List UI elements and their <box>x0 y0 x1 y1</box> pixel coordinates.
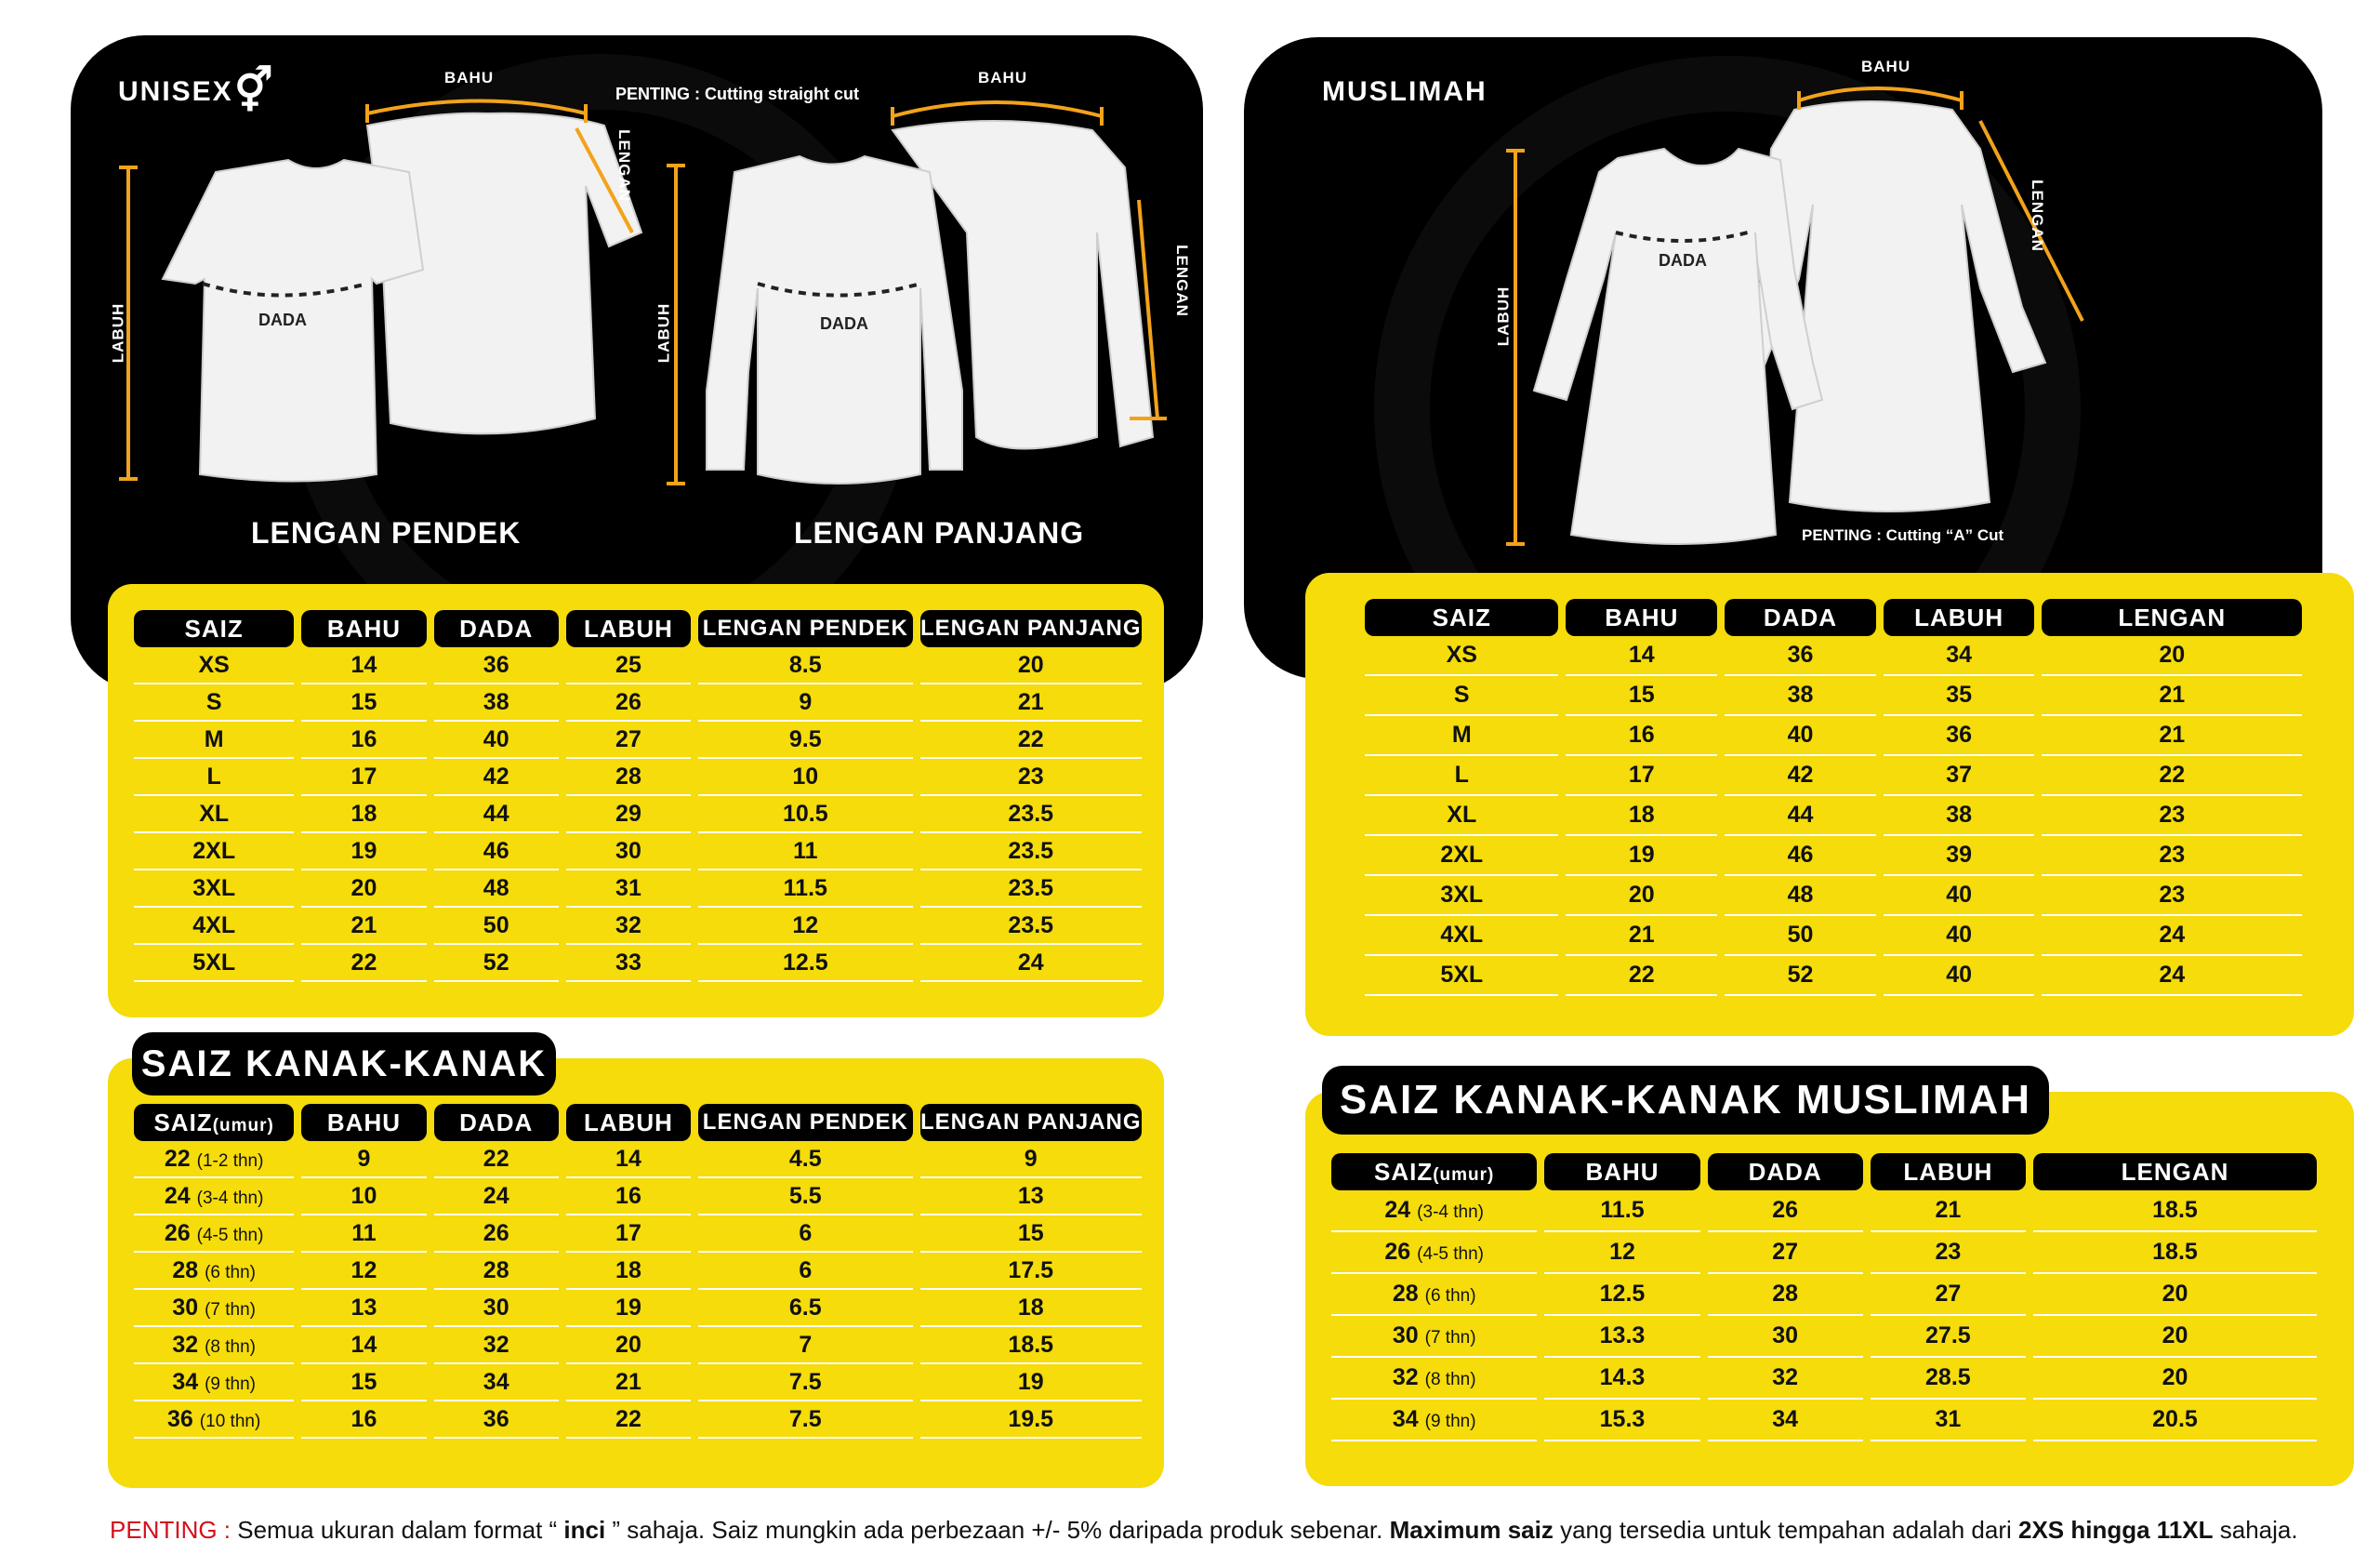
size-value: 24 <box>164 1182 191 1209</box>
header-dada: DADA <box>1725 599 1876 636</box>
value-cell: 39 <box>1884 836 2035 876</box>
short-sleeve-caption: LENGAN PENDEK <box>251 516 522 550</box>
value-cell: 9 <box>920 1141 1142 1178</box>
value-cell: 17 <box>301 759 426 796</box>
value-cell: 24 <box>2042 916 2302 956</box>
age-value: (7 thn) <box>205 1299 256 1320</box>
value-cell: 42 <box>1725 756 1876 796</box>
size-age-cell <box>134 1364 294 1401</box>
value-cell: 23.5 <box>920 796 1142 833</box>
age-value: (8 thn) <box>205 1336 256 1357</box>
value-cell: 6 <box>698 1253 912 1290</box>
size-age-cell <box>1331 1358 1537 1400</box>
value-cell: 8.5 <box>698 647 912 684</box>
value-cell: 28 <box>1708 1274 1863 1316</box>
value-cell: 26 <box>1708 1190 1863 1232</box>
value-cell: 23 <box>2042 836 2302 876</box>
value-cell: 12 <box>698 908 912 945</box>
age-value: (9 thn) <box>205 1374 256 1394</box>
table-row <box>1365 636 2302 676</box>
footer-max-saiz: Maximum saiz <box>1389 1516 1554 1544</box>
value-cell: 7.5 <box>698 1401 912 1439</box>
table-row <box>1331 1316 2317 1358</box>
value-cell: 12.5 <box>698 945 912 982</box>
value-cell: 21 <box>920 684 1142 722</box>
value-cell: 9 <box>698 684 912 722</box>
value-cell: 20.5 <box>2033 1400 2317 1441</box>
size-cell: 5XL <box>134 945 294 982</box>
header-lengan: LENGAN <box>2042 599 2302 636</box>
table-row <box>134 1178 1142 1215</box>
dress-front <box>1534 149 1822 544</box>
size-cell: XS <box>1365 636 1558 676</box>
labuh-label: LABUH <box>109 302 127 364</box>
value-cell: 35 <box>1884 676 2035 716</box>
value-cell: 12 <box>301 1253 426 1290</box>
table-row <box>134 1290 1142 1327</box>
value-cell: 40 <box>1725 716 1876 756</box>
value-cell: 30 <box>1708 1316 1863 1358</box>
value-cell: 7 <box>698 1327 912 1364</box>
table-row <box>1365 676 2302 716</box>
footer-inci: inci <box>557 1516 613 1544</box>
value-cell: 11.5 <box>1544 1190 1699 1232</box>
long-sleeve-caption: LENGAN PANJANG <box>794 516 1085 550</box>
value-cell: 24 <box>2042 956 2302 996</box>
value-cell: 25 <box>566 647 691 684</box>
a-cut-note: PENTING : Cutting “A” Cut <box>1802 526 2004 544</box>
value-cell: 48 <box>1725 876 1876 916</box>
bahu-label: BAHU <box>444 69 495 86</box>
header-dada: DADA <box>434 1104 559 1141</box>
header-saiz: SAIZ <box>1374 1157 1434 1186</box>
value-cell: 48 <box>434 870 559 908</box>
size-cell: 2XL <box>134 833 294 870</box>
value-cell: 14 <box>301 1327 426 1364</box>
table-header-row <box>1331 1153 2317 1190</box>
value-cell: 7.5 <box>698 1364 912 1401</box>
value-cell: 22 <box>434 1141 559 1178</box>
kids-section-title: SAIZ KANAK-KANAK <box>132 1032 556 1096</box>
header-lengan-panjang: LENGAN PANJANG <box>920 610 1142 647</box>
value-cell: 30 <box>566 833 691 870</box>
table-row <box>134 1327 1142 1364</box>
value-cell: 6 <box>698 1215 912 1253</box>
value-cell: 32 <box>1708 1358 1863 1400</box>
table-row <box>134 1364 1142 1401</box>
value-cell: 34 <box>1884 636 2035 676</box>
table-row <box>134 1401 1142 1439</box>
size-value: 24 <box>1384 1197 1411 1223</box>
muslimah-heading: MUSLIMAH <box>1322 76 1488 107</box>
age-value: (9 thn) <box>1424 1412 1476 1431</box>
size-age-cell <box>134 1327 294 1364</box>
value-cell: 30 <box>434 1290 559 1327</box>
value-cell: 20 <box>920 647 1142 684</box>
header-labuh: LABUH <box>566 1104 691 1141</box>
dada-label-2: DADA <box>820 314 868 333</box>
size-cell: 5XL <box>1365 956 1558 996</box>
value-cell: 19 <box>1566 836 1717 876</box>
age-value: (1-2 thn) <box>196 1150 264 1171</box>
value-cell: 5.5 <box>698 1178 912 1215</box>
header-saiz: SAIZ <box>134 610 294 647</box>
value-cell: 13.3 <box>1544 1316 1699 1358</box>
value-cell: 26 <box>566 684 691 722</box>
value-cell: 36 <box>1725 636 1876 676</box>
value-cell: 18.5 <box>2033 1190 2317 1232</box>
size-age-cell <box>134 1290 294 1327</box>
footer-text-2: ” sahaja. Saiz mungkin ada perbezaan +/- 5% daripada produk sebenar. <box>612 1516 1390 1544</box>
size-value: 28 <box>1392 1281 1419 1307</box>
age-value: (4-5 thn) <box>1417 1244 1484 1264</box>
value-cell: 23.5 <box>920 870 1142 908</box>
size-age-cell <box>1331 1316 1537 1358</box>
value-cell: 40 <box>434 722 559 759</box>
value-cell: 19 <box>566 1290 691 1327</box>
table-row <box>134 1141 1142 1178</box>
value-cell: 46 <box>1725 836 1876 876</box>
value-cell: 11.5 <box>698 870 912 908</box>
bahu-label-2: BAHU <box>978 69 1028 86</box>
header-bahu: BAHU <box>301 610 426 647</box>
size-value: 34 <box>1392 1406 1419 1432</box>
size-age-cell <box>134 1178 294 1215</box>
header-dada: DADA <box>434 610 559 647</box>
value-cell: 15.3 <box>1544 1400 1699 1441</box>
size-age-cell <box>1331 1190 1537 1232</box>
size-cell: S <box>1365 676 1558 716</box>
value-cell: 20 <box>2033 1274 2317 1316</box>
value-cell: 17 <box>1566 756 1717 796</box>
table-row <box>1331 1400 2317 1441</box>
value-cell: 21 <box>2042 716 2302 756</box>
size-cell: 2XL <box>1365 836 1558 876</box>
value-cell: 24 <box>434 1178 559 1215</box>
value-cell: 23 <box>920 759 1142 796</box>
value-cell: 42 <box>434 759 559 796</box>
value-cell: 37 <box>1884 756 2035 796</box>
size-age-cell <box>1331 1232 1537 1274</box>
value-cell: 19.5 <box>920 1401 1142 1439</box>
value-cell: 18.5 <box>2033 1232 2317 1274</box>
value-cell: 13 <box>920 1178 1142 1215</box>
size-cell: L <box>1365 756 1558 796</box>
value-cell: 40 <box>1884 956 2035 996</box>
age-value: (6 thn) <box>205 1262 256 1282</box>
header-lengan-pendek: LENGAN PENDEK <box>698 610 912 647</box>
header-umur: (umur) <box>1433 1164 1495 1185</box>
header-saiz: SAIZ <box>153 1108 213 1136</box>
header-lengan-panjang: LENGAN PANJANG <box>920 1104 1142 1141</box>
footer-text-1: Semua ukuran dalam format “ <box>231 1516 558 1544</box>
age-value: (8 thn) <box>1424 1370 1476 1389</box>
value-cell: 10 <box>698 759 912 796</box>
size-cell: XS <box>134 647 294 684</box>
labuh-line-3 <box>1506 151 1525 544</box>
header-labuh: LABUH <box>1884 599 2035 636</box>
bahu-label-3: BAHU <box>1861 58 1911 75</box>
value-cell: 21 <box>566 1364 691 1401</box>
size-cell: M <box>134 722 294 759</box>
size-age-cell <box>134 1141 294 1178</box>
table-header-row <box>134 1104 1142 1141</box>
size-cell: M <box>1365 716 1558 756</box>
value-cell: 46 <box>434 833 559 870</box>
size-cell: L <box>134 759 294 796</box>
value-cell: 20 <box>2033 1316 2317 1358</box>
value-cell: 14 <box>566 1141 691 1178</box>
value-cell: 33 <box>566 945 691 982</box>
value-cell: 29 <box>566 796 691 833</box>
table-row <box>1365 796 2302 836</box>
value-cell: 17.5 <box>920 1253 1142 1290</box>
value-cell: 26 <box>434 1215 559 1253</box>
header-dada: DADA <box>1708 1153 1863 1190</box>
size-age-cell <box>134 1401 294 1439</box>
value-cell: 24 <box>920 945 1142 982</box>
value-cell: 52 <box>1725 956 1876 996</box>
size-cell: XL <box>1365 796 1558 836</box>
value-cell: 38 <box>1725 676 1876 716</box>
table-row <box>1331 1358 2317 1400</box>
value-cell: 13 <box>301 1290 426 1327</box>
value-cell: 23.5 <box>920 908 1142 945</box>
table-row <box>134 1215 1142 1253</box>
size-cell: XL <box>134 796 294 833</box>
value-cell: 44 <box>434 796 559 833</box>
age-value: (7 thn) <box>1424 1328 1476 1348</box>
value-cell: 22 <box>920 722 1142 759</box>
value-cell: 20 <box>301 870 426 908</box>
table-header-row <box>1365 599 2302 636</box>
age-value: (10 thn) <box>199 1411 261 1431</box>
header-lengan-pendek: LENGAN PENDEK <box>698 1104 912 1141</box>
table-row <box>1331 1190 2317 1232</box>
kids-muslimah-section-title: SAIZ KANAK-KANAK MUSLIMAH <box>1322 1066 2049 1135</box>
size-cell: 3XL <box>1365 876 1558 916</box>
value-cell: 36 <box>434 1401 559 1439</box>
value-cell: 12 <box>1544 1232 1699 1274</box>
value-cell: 22 <box>2042 756 2302 796</box>
table-row <box>1331 1274 2317 1316</box>
cutting-note: PENTING : Cutting straight cut <box>615 85 859 103</box>
value-cell: 23 <box>2042 876 2302 916</box>
age-value: (4-5 thn) <box>196 1225 264 1245</box>
header-umur: (umur) <box>212 1115 274 1135</box>
value-cell: 20 <box>2042 636 2302 676</box>
size-value: 28 <box>172 1256 199 1283</box>
value-cell: 18 <box>301 796 426 833</box>
size-value: 32 <box>1392 1364 1419 1390</box>
footer-text-3: yang tersedia untuk tempahan adalah dari <box>1553 1516 2018 1544</box>
size-value: 32 <box>172 1331 199 1358</box>
size-value: 22 <box>164 1145 191 1172</box>
footer-range: 2XS hingga 11XL <box>2018 1516 2214 1544</box>
kids-size-table <box>126 1104 1149 1439</box>
size-age-cell <box>1331 1274 1537 1316</box>
value-cell: 22 <box>1566 956 1717 996</box>
size-cell: S <box>134 684 294 722</box>
value-cell: 31 <box>566 870 691 908</box>
table-row <box>1331 1232 2317 1274</box>
value-cell: 18 <box>1566 796 1717 836</box>
value-cell: 50 <box>434 908 559 945</box>
footer-text-4: sahaja. <box>2213 1516 2298 1544</box>
lengan-label: LENGAN <box>615 129 633 202</box>
header-lengan: LENGAN <box>2033 1153 2317 1190</box>
value-cell: 34 <box>434 1364 559 1401</box>
age-value: (3-4 thn) <box>1417 1202 1484 1222</box>
value-cell: 9 <box>301 1141 426 1178</box>
value-cell: 16 <box>301 1401 426 1439</box>
labuh-label-2: LABUH <box>654 302 673 364</box>
value-cell: 14 <box>301 647 426 684</box>
table-row <box>1365 716 2302 756</box>
value-cell: 12.5 <box>1544 1274 1699 1316</box>
value-cell: 34 <box>1708 1400 1863 1441</box>
value-cell: 4.5 <box>698 1141 912 1178</box>
header-bahu: BAHU <box>301 1104 426 1141</box>
size-age-cell <box>134 1215 294 1253</box>
header-saiz-umur <box>134 1104 294 1141</box>
table-row <box>1365 916 2302 956</box>
value-cell: 22 <box>566 1401 691 1439</box>
value-cell: 52 <box>434 945 559 982</box>
size-value: 26 <box>164 1219 191 1246</box>
value-cell: 15 <box>301 684 426 722</box>
dada-label: DADA <box>258 311 307 329</box>
value-cell: 14 <box>1566 636 1717 676</box>
value-cell: 36 <box>1884 716 2035 756</box>
labuh-label-3: LABUH <box>1494 286 1513 347</box>
lengan-label-2: LENGAN <box>1172 245 1191 317</box>
value-cell: 19 <box>920 1364 1142 1401</box>
kids-muslimah-size-table <box>1324 1153 2324 1441</box>
table-row <box>1365 956 2302 996</box>
penting-label: PENTING : <box>110 1516 231 1544</box>
size-age-cell <box>1331 1400 1537 1441</box>
value-cell: 27 <box>1708 1232 1863 1274</box>
size-value: 30 <box>172 1294 199 1321</box>
value-cell: 36 <box>434 647 559 684</box>
value-cell: 40 <box>1884 876 2035 916</box>
size-age-cell <box>134 1253 294 1290</box>
value-cell: 16 <box>566 1178 691 1215</box>
value-cell: 27 <box>1871 1274 2026 1316</box>
value-cell: 50 <box>1725 916 1876 956</box>
value-cell: 28 <box>566 759 691 796</box>
value-cell: 6.5 <box>698 1290 912 1327</box>
gender-symbol-icon: ⚥ <box>234 66 273 114</box>
header-bahu: BAHU <box>1544 1153 1699 1190</box>
value-cell: 19 <box>301 833 426 870</box>
value-cell: 20 <box>1566 876 1717 916</box>
size-value: 36 <box>167 1405 193 1432</box>
value-cell: 38 <box>434 684 559 722</box>
value-cell: 20 <box>566 1327 691 1364</box>
header-labuh: LABUH <box>1871 1153 2026 1190</box>
value-cell: 14.3 <box>1544 1358 1699 1400</box>
value-cell: 11 <box>301 1215 426 1253</box>
value-cell: 31 <box>1871 1400 2026 1441</box>
value-cell: 23 <box>1871 1232 2026 1274</box>
value-cell: 21 <box>1566 916 1717 956</box>
size-cell: 3XL <box>134 870 294 908</box>
value-cell: 15 <box>301 1364 426 1401</box>
value-cell: 18.5 <box>920 1327 1142 1364</box>
value-cell: 32 <box>434 1327 559 1364</box>
table-row <box>1365 836 2302 876</box>
value-cell: 20 <box>2033 1358 2317 1400</box>
table-row <box>134 1253 1142 1290</box>
value-cell: 28.5 <box>1871 1358 2026 1400</box>
value-cell: 38 <box>1884 796 2035 836</box>
header-bahu: BAHU <box>1566 599 1717 636</box>
value-cell: 17 <box>566 1215 691 1253</box>
size-cell: 4XL <box>1365 916 1558 956</box>
value-cell: 18 <box>920 1290 1142 1327</box>
muslimah-size-table <box>1357 599 2309 996</box>
value-cell: 44 <box>1725 796 1876 836</box>
value-cell: 15 <box>1566 676 1717 716</box>
value-cell: 22 <box>301 945 426 982</box>
value-cell: 9.5 <box>698 722 912 759</box>
value-cell: 28 <box>434 1253 559 1290</box>
header-labuh: LABUH <box>566 610 691 647</box>
value-cell: 21 <box>1871 1190 2026 1232</box>
value-cell: 32 <box>566 908 691 945</box>
size-value: 26 <box>1384 1239 1411 1265</box>
value-cell: 27.5 <box>1871 1316 2026 1358</box>
value-cell: 27 <box>566 722 691 759</box>
value-cell: 16 <box>1566 716 1717 756</box>
value-cell: 16 <box>301 722 426 759</box>
value-cell: 15 <box>920 1215 1142 1253</box>
size-cell: 4XL <box>134 908 294 945</box>
size-value: 30 <box>1392 1322 1419 1348</box>
age-value: (6 thn) <box>1424 1286 1476 1306</box>
value-cell: 10.5 <box>698 796 912 833</box>
footer-note <box>110 1516 2298 1545</box>
header-saiz-umur <box>1331 1153 1537 1190</box>
header-saiz: SAIZ <box>1365 599 1558 636</box>
value-cell: 23 <box>2042 796 2302 836</box>
value-cell: 18 <box>566 1253 691 1290</box>
value-cell: 21 <box>301 908 426 945</box>
table-row <box>1365 756 2302 796</box>
value-cell: 21 <box>2042 676 2302 716</box>
unisex-heading: UNISEX <box>118 76 233 107</box>
size-value: 34 <box>172 1368 199 1395</box>
dada-label-3: DADA <box>1659 251 1707 270</box>
age-value: (3-4 thn) <box>196 1188 264 1208</box>
value-cell: 40 <box>1884 916 2035 956</box>
value-cell: 11 <box>698 833 912 870</box>
lengan-label-3: LENGAN <box>2028 179 2046 252</box>
value-cell: 10 <box>301 1178 426 1215</box>
value-cell: 23.5 <box>920 833 1142 870</box>
table-row <box>1365 876 2302 916</box>
